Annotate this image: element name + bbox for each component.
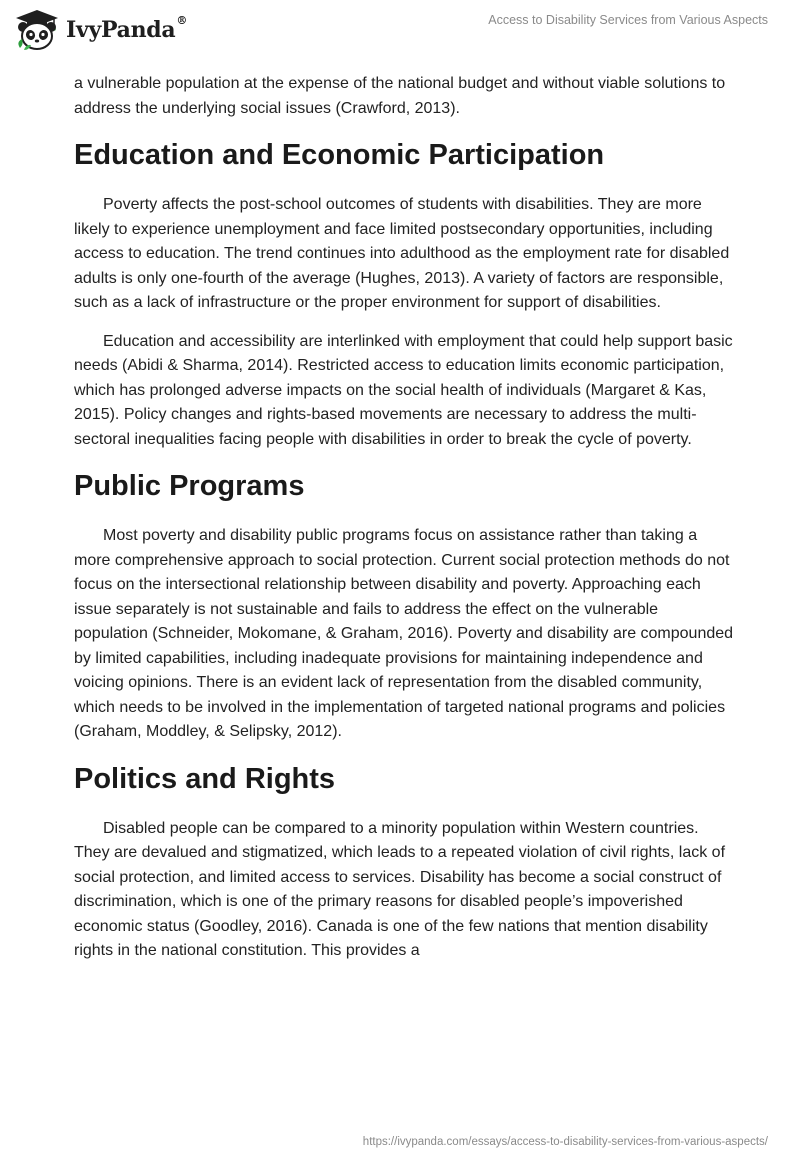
registered-mark: ®: [176, 14, 188, 27]
section-heading-politics-rights: Politics and Rights: [74, 762, 336, 795]
page-header: [0, 0, 800, 62]
public-programs-paragraph-1: Most poverty and disability public programs focus on assistance rather than taking a more comprehensive approach to social protection. Current social protection methods do not focus on the intersectional relationship between disability and poverty. Approaching each issue separately is not sustainable and fails to address the effect on the vulnerable population (Schneider, Mokomane, & Graham, 2016). Poverty and disability are compounded by limited capabilities, including inadequate provisions for maintaining independence and voicing opinions. There is an evident lack of representation from the disabled community, which needs to be involved in the implementation of targeted national programs and policies (Graham, Moddley, & Selipsky, 2012).: [74, 527, 734, 740]
education-paragraph-2: Education and accessibility are interlinked with employment that could help support basic needs (Abidi & Sharma, 2014). Restricted access to education limits economic participation, which has prolonged adverse impacts on the social health of individuals (Margaret & Kas, 2015). Policy changes and rights-based movements are necessary to address the multi-sectoral inequalities facing people with disabilities in order to break the cycle of poverty.: [74, 332, 733, 448]
politics-rights-paragraph-1: Disabled people can be compared to a minority population within Western countries. They are devalued and stigmatized, which leads to a repeated violation of civil rights, lack of social protection, and limited access to services. Disability has become a social construct of discrimination, which is one of the primary reasons for disabled people’s impoverished economic status (Goodley, 2016). Canada is one of the few nations that mention disability rights in the national constitution. This provides a: [74, 819, 726, 959]
education-paragraph-1: Poverty affects the post-school outcomes of students with disabilities. They are more likely to experience unemployment and face limited postsecondary opportunities, including access to education. The trend continues into adulthood as the employment rate for disabled adults is only one-fourth of the average (Hughes, 2013). A variety of factors are responsible, such as a lack of infrastructure or the proper environment for support of disabilities.: [74, 196, 730, 311]
document-title: Access to Disability Services from Various Aspects: [488, 13, 768, 27]
section-heading-public-programs: Public Programs: [74, 470, 305, 502]
intro-paragraph: a vulnerable population at the expense of the national budget and without viable solutions to address the underlying social issues (Crawford, 2013).: [74, 75, 726, 117]
ivypanda-logo[interactable]: [14, 8, 187, 52]
essay-content: [74, 72, 734, 978]
section-heading-education: Education and Economic Participation: [74, 139, 605, 171]
source-url[interactable]: https://ivypanda.com/essays/access-to-disability-services-from-various-aspects/: [362, 1136, 768, 1148]
panda-graduation-cap-icon: [14, 8, 60, 52]
logo-wordmark: IvyPanda®: [66, 14, 188, 43]
